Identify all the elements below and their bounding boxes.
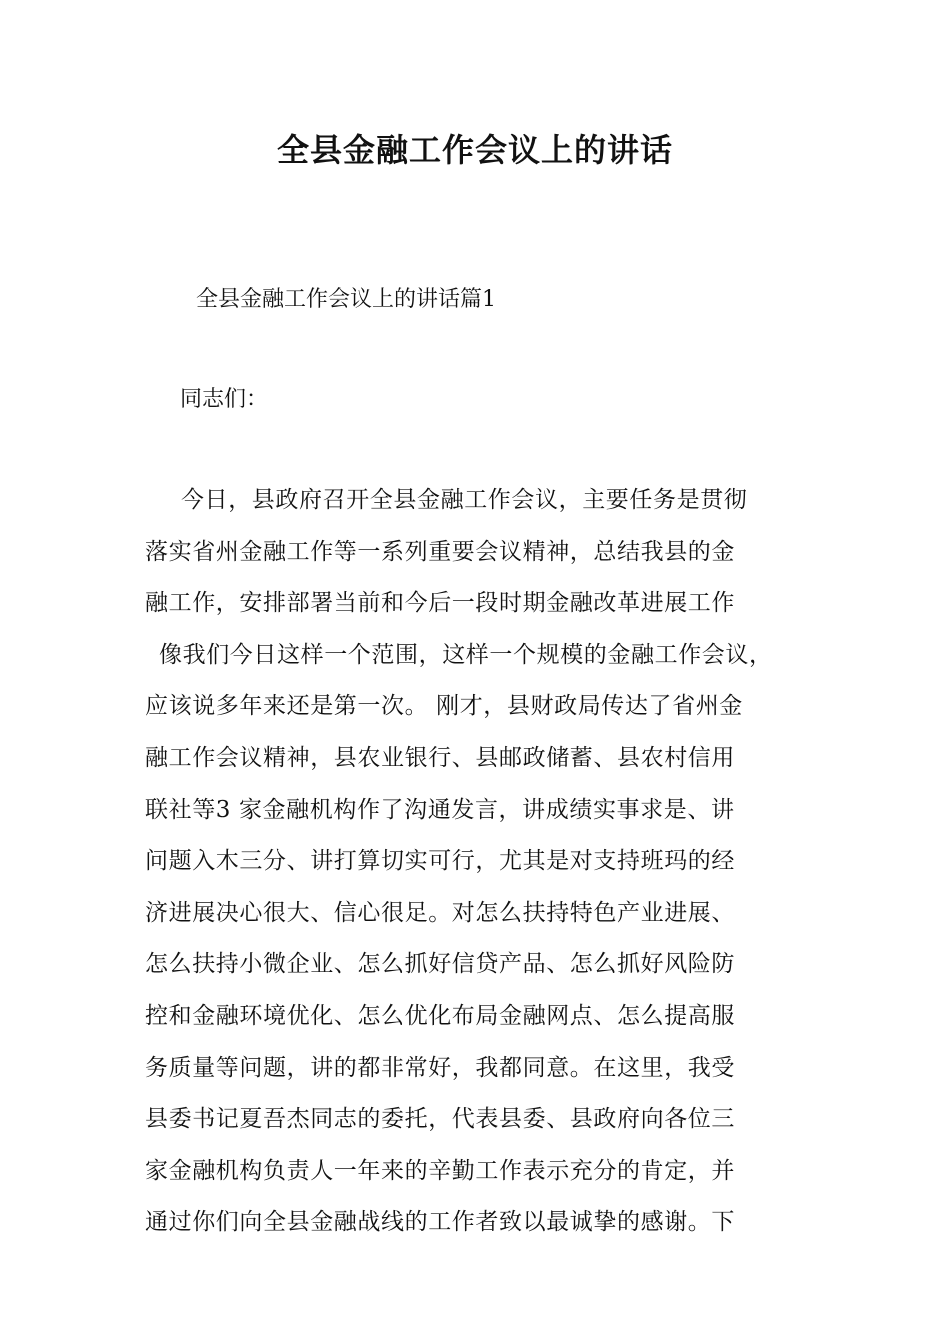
paragraph-line: 今日，县政府召开全县金融工作会议，主要任务是贯彻 [181,487,748,513]
greeting-line: 同志们： [180,387,269,412]
paragraph-line: 家金融机构负责人一年来的辛勤工作表示充分的肯定，并 [145,1157,735,1184]
paragraph-line: 落实省州金融工作等一系列重要会议精神，总结我县的金 [145,538,735,565]
speech-paragraph [145,480,845,1254]
paragraph-line: 融工作，安排部署当前和今后一段时期金融改革进展工作 [145,590,735,617]
paragraph-line: 应该说多年来还是第一次。 刚才，县财政局传达了省州金 [145,693,743,720]
paragraph-line: 县委书记夏吾杰同志的委托，代表县委、县政府向各位三 [145,1106,735,1133]
document-title: 全县金融工作会议上的讲话 [276,131,673,169]
section-heading: 全县金融工作会议上的讲话篇1 [196,287,496,312]
paragraph-line: 通过你们向全县金融战线的工作者致以最诚挚的感谢。下 [145,1209,735,1236]
paragraph-line: 融工作会议精神，县农业银行、县邮政储蓄、县农村信用 [145,744,735,771]
paragraph-line: 联社等3 家金融机构作了沟通发言，讲成绩实事求是、讲 [145,796,735,823]
paragraph-line: 务质量等问题，讲的都非常好，我都同意。在这里，我受 [145,1054,735,1081]
paragraph-line: 问题入木三分、讲打算切实可行，尤其是对支持班玛的经 [145,848,735,875]
paragraph-line: 济进展决心很大、信心很足。对怎么扶持特色产业进展、 [145,899,735,926]
paragraph-line: 控和金融环境优化、怎么优化布局金融网点、怎么提高服 [145,1002,735,1029]
paragraph-line: 怎么扶持小微企业、怎么抓好信贷产品、怎么抓好风险防 [145,951,735,978]
paragraph-line: 像我们今日这样一个范围，这样一个规模的金融工作会议， [159,641,773,668]
